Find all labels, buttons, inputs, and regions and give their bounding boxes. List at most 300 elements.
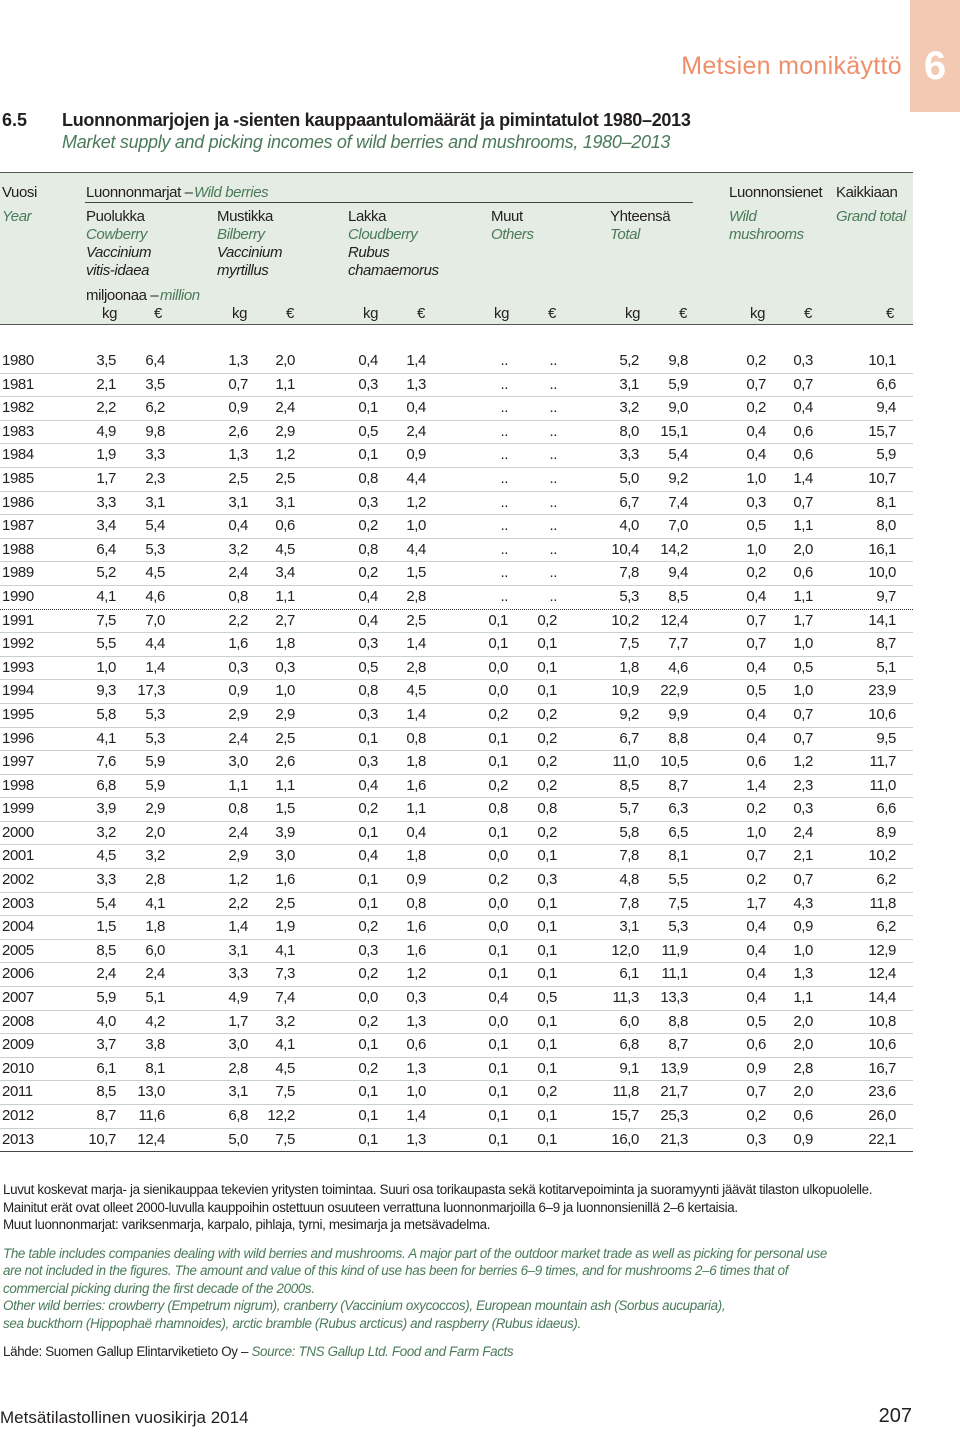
mushrooms-eur-cell: 1,0 [793, 941, 813, 959]
bilberry-kg-cell: 2,8 [228, 1059, 248, 1077]
bilberry-eur-cell: 7,5 [275, 1083, 295, 1101]
cloudberry-eur-cell: 1,2 [406, 493, 426, 511]
lingonberry-kg-cell: 8,5 [96, 1083, 116, 1101]
table-row [0, 1011, 913, 1035]
grand-total-eur-cell: 10,8 [868, 1012, 896, 1030]
note-fi: Mainitut erät ovat olleet 2000-luvulla kauppoihin ostettuun osuuteen verrattuna luonnonmarjoilla 6–9 ja luonnonsienillä 2–6 kertaisia. [3, 1199, 738, 1215]
mushrooms-kg-cell: 0,2 [746, 800, 766, 818]
others-kg-cell: 0,8 [488, 800, 508, 818]
total-eur-cell: 9,2 [668, 469, 688, 487]
bilberry-fi: Mustikka [217, 208, 273, 225]
grand-total-eur-cell: 9,7 [876, 587, 896, 605]
table-number: 6.5 [2, 110, 28, 130]
bilberry-eur-cell: 2,6 [275, 753, 295, 771]
total-eur-cell: 11,9 [661, 941, 688, 959]
total-kg-cell: 6,8 [619, 1036, 639, 1054]
table-row [0, 751, 913, 775]
year-cell: 2007 [2, 989, 34, 1007]
lingonberry-eur-cell: 4,5 [145, 564, 165, 582]
total-fi: Yhteensä [610, 208, 671, 225]
table-row [0, 397, 913, 421]
lingonberry-kg-cell: 8,5 [96, 941, 116, 959]
lingonberry-eur-cell: 2,3 [145, 469, 165, 487]
bilberry-eur-cell: 0,3 [275, 658, 295, 676]
total-kg-cell: 4,8 [619, 871, 639, 889]
total-eur-cell: 7,5 [668, 894, 688, 912]
unit-eur: € [679, 305, 687, 322]
grand-total-eur-cell: 8,9 [876, 823, 896, 841]
others-kg-cell: 0,1 [488, 729, 508, 747]
grand-total-eur-cell: 16,1 [868, 540, 896, 558]
lingonberry-kg-cell: 5,4 [96, 894, 116, 912]
year-cell: 1987 [2, 517, 34, 535]
year-cell: 2008 [2, 1012, 34, 1030]
others-eur-cell: .. [549, 375, 557, 393]
lingonberry-eur-cell: 4,6 [145, 587, 165, 605]
cloudberry-eur-cell: 1,3 [406, 1059, 426, 1077]
total-en: Total [610, 226, 640, 243]
bilberry-kg-cell: 2,4 [228, 823, 248, 841]
lingonberry-eur-cell: 3,1 [145, 493, 165, 511]
unit-kg: kg [750, 305, 766, 322]
year-cell: 2000 [2, 823, 34, 841]
lingonberry-kg-cell: 6,8 [96, 776, 116, 794]
bilberry-eur-cell: 4,5 [275, 1059, 295, 1077]
table-title-en: Market supply and picking incomes of wild berries and mushrooms, 1980–2013 [62, 132, 671, 152]
bilberry-kg-cell: 0,8 [228, 587, 248, 605]
mushrooms-kg-cell: 0,4 [746, 705, 766, 723]
total-eur-cell: 21,7 [660, 1083, 688, 1101]
bilberry-kg-cell: 2,9 [228, 847, 248, 865]
cloudberry-kg-cell: 0,4 [358, 776, 378, 794]
lingonberry-eur-cell: 3,5 [145, 375, 165, 393]
others-eur-cell: 0,1 [537, 658, 557, 676]
table-row [0, 916, 913, 940]
others-eur-cell: 0,2 [537, 823, 557, 841]
total-kg-cell: 9,2 [619, 705, 639, 723]
year-cell: 2011 [2, 1083, 33, 1101]
others-kg-cell: 0,1 [488, 1107, 508, 1124]
mushrooms-eur-cell: 0,6 [793, 1107, 813, 1124]
bilberry-eur-cell: 1,1 [275, 776, 295, 794]
cloudberry-eur-cell: 1,6 [406, 918, 426, 936]
table-row [0, 940, 913, 964]
cloudberry-latin-2: chamaemorus [348, 262, 439, 279]
total-kg-cell: 5,2 [619, 352, 639, 369]
cloudberry-kg-cell: 0,2 [358, 800, 378, 818]
others-kg-cell: 0,0 [488, 658, 508, 676]
bilberry-kg-cell: 1,6 [228, 635, 248, 653]
mushrooms-eur-cell: 1,7 [793, 611, 813, 629]
others-eur-cell: 0,1 [537, 1130, 557, 1148]
mushrooms-kg-cell: 0,7 [746, 375, 766, 393]
year-cell: 2006 [2, 965, 34, 983]
mushrooms-kg-cell: 0,2 [746, 564, 766, 582]
bilberry-kg-cell: 2,9 [228, 705, 248, 723]
year-cell: 2013 [2, 1130, 34, 1148]
total-eur-cell: 8,7 [668, 1036, 688, 1054]
unit-kg: kg [232, 305, 248, 322]
mushrooms-kg-cell: 0,9 [746, 1059, 766, 1077]
year-cell: 1989 [2, 564, 34, 582]
grand-total-eur-cell: 26,0 [868, 1107, 896, 1124]
bilberry-en: Bilberry [217, 226, 265, 243]
cloudberry-kg-cell: 0,1 [358, 1036, 378, 1054]
lingonberry-kg-cell: 2,2 [96, 399, 116, 417]
table-row [0, 515, 913, 539]
cloudberry-eur-cell: 0,6 [406, 1036, 426, 1054]
mushrooms-kg-cell: 0,2 [746, 352, 766, 369]
total-eur-cell: 8,7 [668, 776, 688, 794]
year-cell: 1988 [2, 540, 34, 558]
grand-total-eur-cell: 12,4 [868, 965, 896, 983]
bilberry-eur-cell: 2,5 [275, 469, 295, 487]
cloudberry-eur-cell: 2,8 [406, 587, 426, 605]
bilberry-eur-cell: 2,0 [275, 352, 295, 369]
total-kg-cell: 7,8 [619, 847, 639, 865]
total-eur-cell: 7,4 [668, 493, 688, 511]
bilberry-kg-cell: 1,7 [228, 1012, 248, 1030]
grand-total-eur-cell: 14,4 [868, 989, 896, 1007]
lingonberry-fi: Puolukka [86, 208, 145, 225]
mushrooms-eur-cell: 0,7 [793, 705, 813, 723]
total-kg-cell: 16,0 [611, 1130, 639, 1148]
unit-label-en: million [160, 287, 200, 304]
table-row [0, 987, 913, 1011]
berries-label-fi: Luonnonmarjat – [86, 184, 193, 201]
cloudberry-eur-cell: 1,6 [406, 941, 426, 959]
total-eur-cell: 5,3 [668, 918, 688, 936]
bilberry-kg-cell: 4,9 [228, 989, 248, 1007]
total-kg-cell: 10,4 [611, 540, 639, 558]
total-eur-cell: 4,6 [668, 658, 688, 676]
grand-total-eur-cell: 5,1 [876, 658, 896, 676]
lingonberry-eur-cell: 13,0 [137, 1083, 165, 1101]
lingonberry-eur-cell: 2,8 [145, 871, 165, 889]
others-eur-cell: 0,1 [537, 847, 557, 865]
cloudberry-fi: Lakka [348, 208, 387, 225]
table-row [0, 1105, 913, 1129]
grand-total-eur-cell: 16,7 [868, 1059, 896, 1077]
bilberry-kg-cell: 1,3 [228, 446, 248, 464]
cloudberry-kg-cell: 0,2 [358, 965, 378, 983]
lingonberry-latin-1: Vaccinium [86, 244, 152, 261]
cloudberry-kg-cell: 0,1 [358, 446, 378, 464]
mushrooms-kg-cell: 0,4 [746, 941, 766, 959]
mushrooms-kg-cell: 0,7 [746, 611, 766, 629]
bilberry-kg-cell: 3,1 [228, 1083, 248, 1101]
lingonberry-eur-cell: 4,1 [145, 894, 165, 912]
others-kg-cell: 0,1 [488, 1036, 508, 1054]
cloudberry-eur-cell: 1,5 [406, 564, 426, 582]
mushrooms-eur-cell: 0,7 [793, 729, 813, 747]
bilberry-eur-cell: 7,5 [275, 1130, 295, 1148]
others-kg-cell: 0,0 [488, 894, 508, 912]
footer-book-title: Metsätilastollinen vuosikirja 2014 [0, 1408, 249, 1427]
cloudberry-eur-cell: 1,8 [406, 753, 426, 771]
table-row [0, 539, 913, 563]
total-kg-cell: 6,7 [619, 493, 639, 511]
bilberry-eur-cell: 1,9 [275, 918, 295, 936]
total-eur-cell: 7,0 [668, 517, 688, 535]
grand-total-eur-cell: 5,9 [876, 446, 896, 464]
lingonberry-kg-cell: 1,7 [96, 469, 116, 487]
lingonberry-eur-cell: 11,6 [138, 1107, 165, 1124]
cloudberry-kg-cell: 0,5 [358, 658, 378, 676]
mushrooms-eur-cell: 2,0 [793, 1083, 813, 1101]
total-kg-cell: 12,0 [611, 941, 639, 959]
mushrooms-eur-cell: 0,6 [793, 422, 813, 440]
bilberry-kg-cell: 2,6 [228, 422, 248, 440]
grand-total-eur-cell: 15,7 [868, 422, 896, 440]
lingonberry-eur-cell: 5,3 [145, 705, 165, 723]
cloudberry-eur-cell: 4,5 [406, 682, 426, 700]
bilberry-eur-cell: 2,4 [275, 399, 295, 417]
table-row [0, 963, 913, 987]
others-kg-cell: 0,2 [488, 871, 508, 889]
year-cell: 1992 [2, 635, 34, 653]
grand-total-eur-cell: 11,0 [869, 776, 896, 794]
lingonberry-kg-cell: 5,9 [96, 989, 116, 1007]
cloudberry-kg-cell: 0,4 [358, 587, 378, 605]
total-kg-cell: 11,8 [612, 1083, 639, 1101]
cloudberry-kg-cell: 0,5 [358, 422, 378, 440]
bilberry-kg-cell: 2,2 [228, 894, 248, 912]
lingonberry-eur-cell: 2,9 [145, 800, 165, 818]
total-kg-cell: 5,8 [619, 823, 639, 841]
total-kg-cell: 7,5 [619, 635, 639, 653]
bilberry-kg-cell: 3,0 [228, 753, 248, 771]
bilberry-kg-cell: 0,8 [228, 800, 248, 818]
cloudberry-eur-cell: 1,4 [406, 352, 426, 369]
total-kg-cell: 6,1 [619, 965, 639, 983]
table-row [0, 775, 913, 799]
cloudberry-kg-cell: 0,3 [358, 375, 378, 393]
cloudberry-kg-cell: 0,8 [358, 540, 378, 558]
lingonberry-kg-cell: 4,1 [96, 587, 116, 605]
lingonberry-kg-cell: 1,5 [96, 918, 116, 936]
total-kg-cell: 5,3 [619, 587, 639, 605]
lingonberry-kg-cell: 10,7 [88, 1130, 116, 1148]
mushrooms-kg-cell: 0,2 [746, 399, 766, 417]
lingonberry-eur-cell: 6,2 [145, 399, 165, 417]
total-eur-cell: 15,1 [660, 422, 688, 440]
lingonberry-eur-cell: 1,4 [145, 658, 165, 676]
lingonberry-eur-cell: 3,8 [145, 1036, 165, 1054]
bilberry-eur-cell: 3,2 [275, 1012, 295, 1030]
bilberry-eur-cell: 1,1 [275, 375, 295, 393]
lingonberry-en: Cowberry [86, 226, 147, 243]
year-cell: 2009 [2, 1036, 34, 1054]
lingonberry-eur-cell: 2,4 [145, 965, 165, 983]
total-eur-cell: 10,5 [660, 753, 688, 771]
total-kg-cell: 10,9 [611, 682, 639, 700]
grand-total-eur-cell: 9,5 [876, 729, 896, 747]
cloudberry-kg-cell: 0,4 [358, 611, 378, 629]
lingonberry-eur-cell: 5,9 [145, 753, 165, 771]
lingonberry-latin-2: vitis-idaea [86, 262, 150, 279]
mushrooms-kg-cell: 0,4 [746, 587, 766, 605]
chapter-number: 6 [923, 44, 947, 88]
cloudberry-latin-1: Rubus [348, 244, 390, 261]
mushrooms-kg-cell: 0,4 [746, 658, 766, 676]
others-eur-cell: 0,3 [537, 871, 557, 889]
lingonberry-kg-cell: 5,5 [96, 635, 116, 653]
cloudberry-eur-cell: 0,8 [406, 729, 426, 747]
year-cell: 1991 [2, 611, 34, 629]
source-en: Source: TNS Gallup Ltd. Food and Farm Facts [251, 1344, 514, 1359]
lingonberry-eur-cell: 7,0 [145, 611, 165, 629]
bilberry-kg-cell: 3,1 [228, 941, 248, 959]
year-cell: 2012 [2, 1107, 34, 1124]
cloudberry-kg-cell: 0,1 [358, 399, 378, 417]
table-row [0, 633, 913, 657]
lingonberry-eur-cell: 2,0 [145, 823, 165, 841]
others-kg-cell: 0,1 [488, 823, 508, 841]
unit-label-fi: miljoonaa – [86, 287, 159, 304]
others-kg-cell: .. [500, 540, 508, 558]
year-cell: 2003 [2, 894, 34, 912]
bilberry-eur-cell: 1,0 [275, 682, 295, 700]
lingonberry-kg-cell: 5,2 [96, 564, 116, 582]
cloudberry-eur-cell: 0,9 [406, 446, 426, 464]
total-eur-cell: 5,9 [668, 375, 688, 393]
bilberry-eur-cell: 1,8 [275, 635, 295, 653]
cloudberry-kg-cell: 0,3 [358, 753, 378, 771]
lingonberry-kg-cell: 3,7 [96, 1036, 116, 1054]
year-cell: 1997 [2, 753, 34, 771]
cloudberry-kg-cell: 0,3 [358, 635, 378, 653]
year-cell: 1995 [2, 705, 34, 723]
others-kg-cell: 0,1 [488, 1083, 508, 1101]
lingonberry-kg-cell: 8,7 [96, 1107, 116, 1124]
total-kg-cell: 4,0 [619, 517, 639, 535]
unit-kg: kg [363, 305, 379, 322]
lingonberry-kg-cell: 3,4 [96, 517, 116, 535]
note-fi: Luvut koskevat marja- ja sienikauppaa tekevien yritysten toimintaa. Suuri osa torikaupasta sekä kotitarvepoiminta ja suoramyynti jäävät tilaston ulkopuolelle. [3, 1182, 873, 1197]
bilberry-kg-cell: 6,8 [228, 1107, 248, 1124]
footer-page-number: 207 [878, 1405, 912, 1427]
cloudberry-kg-cell: 0,2 [358, 564, 378, 582]
mushrooms-eur-cell: 1,0 [793, 635, 813, 653]
berry-group-rule [85, 202, 693, 203]
bilberry-eur-cell: 3,0 [275, 847, 295, 865]
year-cell: 1980 [2, 352, 34, 369]
cloudberry-kg-cell: 0,2 [358, 517, 378, 535]
lingonberry-kg-cell: 4,9 [96, 422, 116, 440]
total-eur-cell: 6,3 [668, 800, 688, 818]
mushrooms-kg-cell: 1,7 [746, 894, 766, 912]
lingonberry-kg-cell: 3,3 [96, 493, 116, 511]
total-kg-cell: 8,5 [619, 776, 639, 794]
others-eur-cell: 0,8 [537, 800, 557, 818]
total-kg-cell: 3,2 [619, 399, 639, 417]
bilberry-kg-cell: 3,3 [228, 965, 248, 983]
mushrooms-eur-cell: 2,0 [793, 1036, 813, 1054]
grand-total-eur-cell: 8,1 [876, 493, 896, 511]
others-eur-cell: .. [549, 540, 557, 558]
mushrooms-kg-cell: 0,3 [746, 1130, 766, 1148]
total-kg-cell: 7,8 [619, 894, 639, 912]
total-kg-cell: 6,7 [619, 729, 639, 747]
cloudberry-kg-cell: 0,3 [358, 705, 378, 723]
mushrooms-eur-cell: 1,1 [793, 517, 813, 535]
lingonberry-eur-cell: 6,0 [145, 941, 165, 959]
others-kg-cell: 0,0 [488, 1012, 508, 1030]
others-eur-cell: .. [549, 422, 557, 440]
unit-eur: € [417, 305, 425, 322]
year-cell: 1990 [2, 587, 34, 605]
cloudberry-eur-cell: 1,1 [406, 800, 426, 818]
others-eur-cell: 0,2 [537, 776, 557, 794]
others-kg-cell: 0,2 [488, 705, 508, 723]
others-kg-cell: 0,1 [488, 965, 508, 983]
mushrooms-kg-cell: 1,4 [746, 776, 766, 794]
note-en: Other wild berries: crowberry (Empetrum nigrum), cranberry (Vaccinium oxycoccos), European mountain ash (Sorbus aucuparia), [3, 1298, 726, 1313]
bilberry-kg-cell: 2,4 [228, 564, 248, 582]
cloudberry-eur-cell: 1,3 [406, 1012, 426, 1030]
year-cell: 1985 [2, 469, 34, 487]
bilberry-kg-cell: 0,7 [228, 375, 248, 393]
bilberry-kg-cell: 2,5 [228, 469, 248, 487]
lingonberry-eur-cell: 9,8 [145, 422, 165, 440]
mushrooms-eur-cell: 0,5 [793, 658, 813, 676]
cloudberry-eur-cell: 4,4 [406, 469, 426, 487]
lingonberry-kg-cell: 5,8 [96, 705, 116, 723]
note-fi: Muut luonnonmarjat: variksenmarja, karpalo, pihlaja, tyrni, mesimarja ja metsävadelma. [3, 1217, 491, 1232]
lingonberry-eur-cell: 5,1 [145, 989, 165, 1007]
table-row [0, 610, 913, 634]
others-kg-cell: .. [500, 446, 508, 464]
total-kg-cell: 5,0 [619, 469, 639, 487]
mushrooms-kg-cell: 0,6 [746, 1036, 766, 1054]
total-kg-cell: 9,1 [619, 1059, 639, 1077]
lingonberry-kg-cell: 3,3 [96, 871, 116, 889]
table-title-fi: Luonnonmarjojen ja -sienten kauppaantulomäärät ja pimintatulot 1980–2013 [62, 110, 691, 130]
grand-total-eur-cell: 6,6 [876, 375, 896, 393]
total-eur-cell: 6,5 [668, 823, 688, 841]
others-kg-cell: .. [500, 399, 508, 417]
total-kg-cell: 11,3 [612, 989, 639, 1007]
bilberry-kg-cell: 2,2 [228, 611, 248, 629]
others-kg-cell: 0,1 [488, 1130, 508, 1148]
grand-total-eur-cell: 11,7 [869, 753, 896, 771]
bilberry-eur-cell: 4,1 [275, 941, 295, 959]
lingonberry-kg-cell: 4,0 [96, 1012, 116, 1030]
bilberry-kg-cell: 0,3 [228, 658, 248, 676]
cloudberry-eur-cell: 0,4 [406, 823, 426, 841]
unit-eur: € [886, 305, 894, 322]
bilberry-eur-cell: 2,9 [275, 705, 295, 723]
cloudberry-kg-cell: 0,3 [358, 493, 378, 511]
year-cell: 1994 [2, 682, 34, 700]
others-kg-cell: 0,2 [488, 776, 508, 794]
mushrooms-kg-cell: 0,5 [746, 1012, 766, 1030]
lingonberry-eur-cell: 1,8 [145, 918, 165, 936]
grand-total-eur-cell: 23,9 [868, 682, 896, 700]
cloudberry-kg-cell: 0,1 [358, 1083, 378, 1101]
others-eur-cell: 0,1 [537, 1012, 557, 1030]
year-cell: 2010 [2, 1059, 34, 1077]
others-eur-cell: .. [549, 564, 557, 582]
table-row [0, 562, 913, 586]
section-title: Metsien monikäyttö [681, 52, 902, 80]
mushrooms-eur-cell: 0,9 [793, 918, 813, 936]
table-row [0, 586, 913, 610]
total-eur-cell: 13,9 [660, 1059, 688, 1077]
lingonberry-kg-cell: 4,5 [96, 847, 116, 865]
lingonberry-eur-cell: 3,2 [145, 847, 165, 865]
